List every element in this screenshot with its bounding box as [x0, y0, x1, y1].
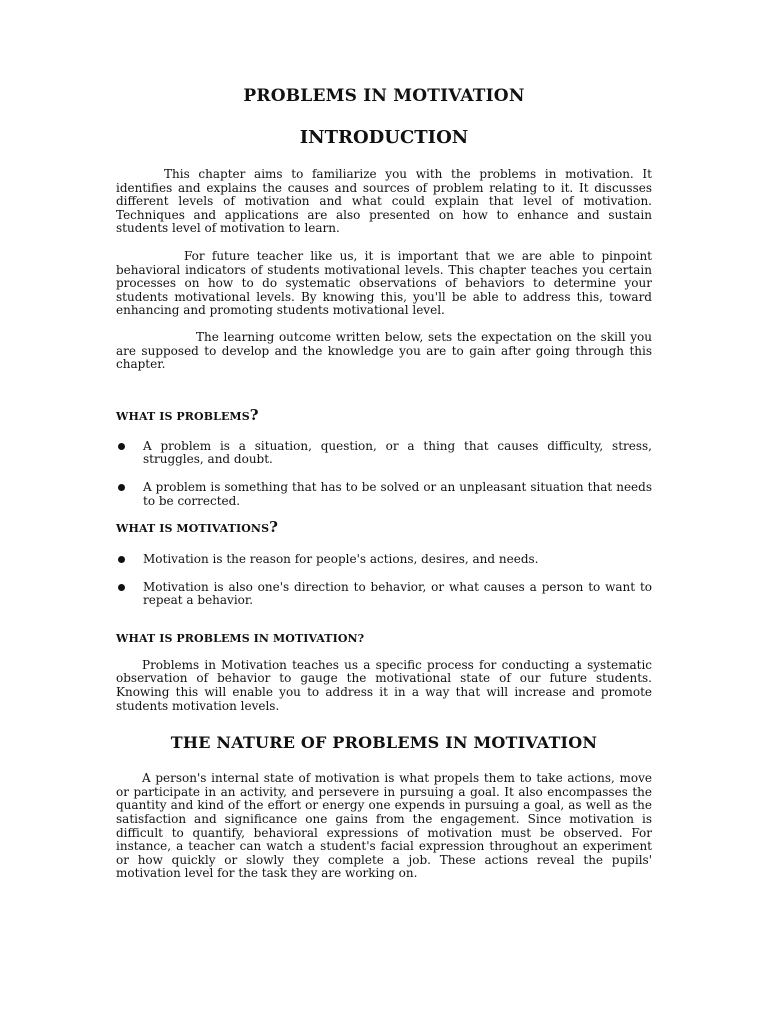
what-is-problems-heading-text: WHAT IS PROBLEMS: [116, 409, 250, 423]
bullet-icon: [118, 484, 125, 491]
introduction-heading: INTRODUCTION: [299, 127, 469, 148]
list-item-text: Motivation is also one's direction to behavior, or what causes a person to want to repeat a behavior.: [143, 579, 652, 608]
problems-in-motivation-paragraph: Problems in Motivation teaches us a specific process for conducting a systematic observation of behavior to gauge the motivational state of our future students. Knowing this will enable you to address it in a way that will increase and promote students motivation levels.: [116, 657, 652, 713]
what-is-motivations-question-mark: ?: [269, 518, 279, 537]
what-is-problems-in-motivation-heading: WHAT IS PROBLEMS IN MOTIVATION?: [116, 631, 365, 645]
what-is-problems-question-mark: ?: [249, 405, 259, 424]
what-is-motivations-heading: [116, 518, 652, 536]
problems-bullet-list: [116, 440, 652, 508]
list-item: [116, 581, 652, 608]
document-content: [116, 86, 652, 881]
what-is-motivations-heading-text: WHAT IS MOTIVATIONS: [116, 522, 270, 536]
nature-of-problems-heading: THE NATURE OF PROBLEMS IN MOTIVATION: [170, 733, 598, 753]
document-title: PROBLEMS IN MOTIVATION: [243, 86, 525, 106]
list-item-text: A problem is something that has to be solved or an unpleasant situation that needs to be corrected.: [143, 479, 652, 508]
nature-paragraph: A person's internal state of motivation is what propels them to take actions, move or participate in an activity, and persevere in pursuing a goal. It also encompasses the quantity and kind of the effort or energy one expends in pursuing a goal, as well as the satisfaction and significance one gains from the engagement. Since motivation is difficult to quantify, behavioral expressions of motivation must be observed. For instance, a teacher can watch a student's facial expression throughout an experiment or how quickly or slowly they complete a job. These actions reveal the pupils' motivation level for the task they are working on.: [116, 771, 652, 881]
list-item-text: A problem is a situation, question, or a thing that causes difficulty, stress, struggles, and doubt.: [143, 438, 652, 467]
list-item-text: Motivation is the reason for people's actions, desires, and needs.: [143, 552, 539, 567]
list-item: [116, 481, 652, 508]
bullet-icon: [118, 584, 125, 591]
list-item: [116, 553, 652, 567]
intro-paragraph-1: This chapter aims to familiarize you with the problems in motivation. It identifies and explains the causes and sources of problem relating to it. It discusses different levels of motivation and what could explain that level of motivation. Techniques and applications are also presented on how to enhance and sustain students level of motivation to learn.: [116, 167, 652, 236]
bullet-icon: [118, 556, 125, 563]
motivations-bullet-list: [116, 553, 652, 608]
intro-paragraph-2: For future teacher like us, it is important that we are able to pinpoint behavioral indicators of students motivational levels. This chapter teaches you certain processes on how to do systematic observations of behaviors to determine your students motivational levels. By knowing this, you'll be able to address this, toward enhancing and promoting students motivational level.: [116, 248, 652, 318]
bullet-icon: [118, 443, 125, 450]
intro-paragraph-3: The learning outcome written below, sets the expectation on the skill you are supposed to develop and the knowledge you are to gain after going through this chapter.: [116, 329, 652, 372]
list-item: [116, 440, 652, 467]
what-is-problems-heading: [116, 406, 652, 424]
